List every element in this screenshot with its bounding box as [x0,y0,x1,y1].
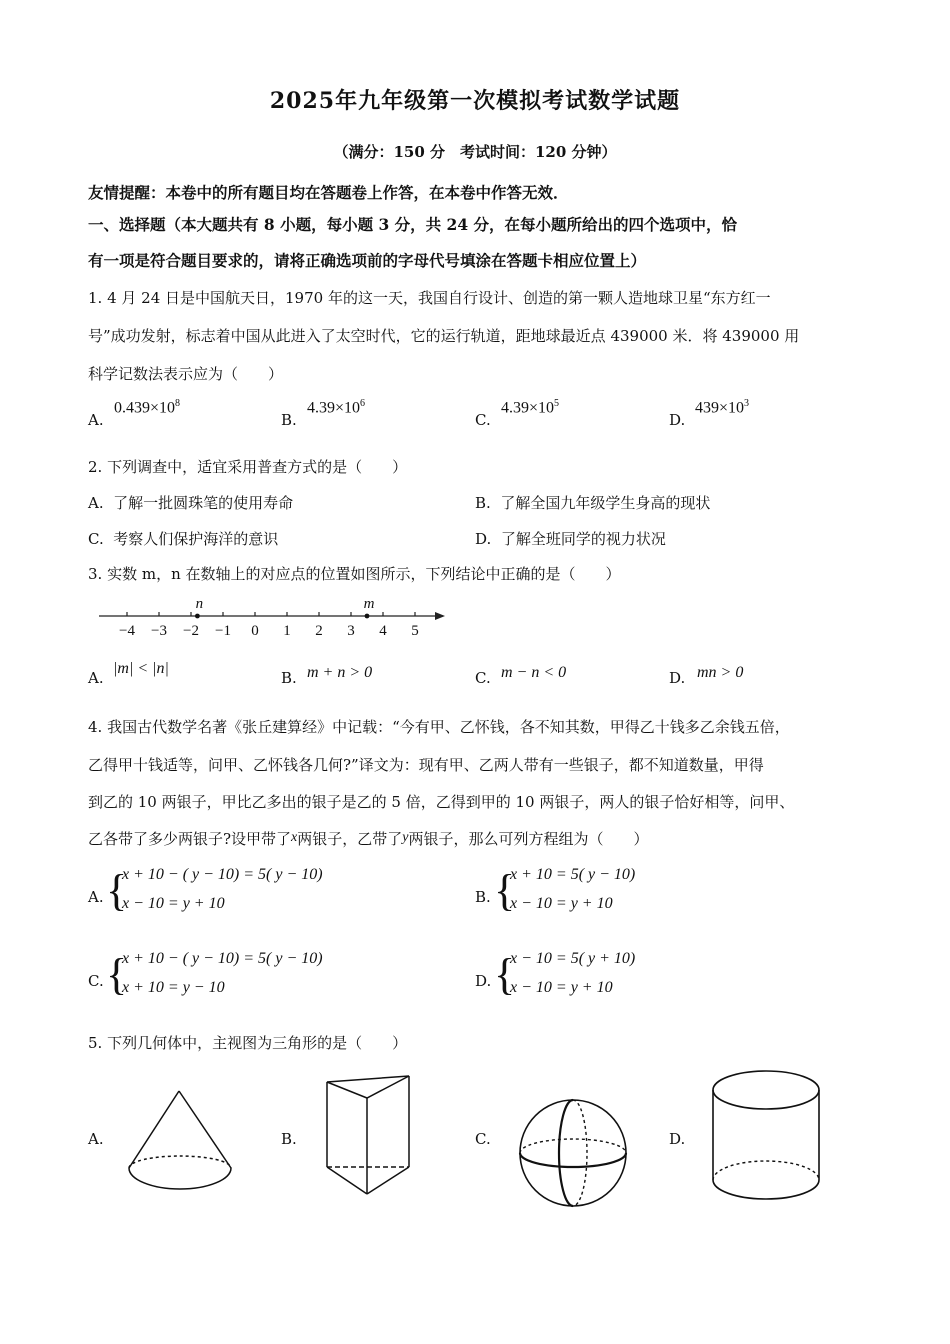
q1-stem-line2: 号”成功发射，标志着中国从此进入了太空时代，它的运行轨道，距地球最近点 439000 米．将 439000 用 [88,327,800,345]
q4-option-d-brace: { [494,950,516,999]
q3-option-c-value: m − n < 0 [501,664,567,681]
q4-option-d-label: D. [475,972,492,990]
number-line-tick-label: −3 [151,623,167,639]
q1-stem-line3: 科学记数法表示应为（ ） [88,365,284,383]
q3-option-d-label: D. [669,669,686,687]
q3-option-b-label: B. [281,669,297,687]
q5-option-c-label: C. [475,1130,491,1148]
number-line-tick-label: 1 [283,623,291,639]
number-line-tick-label: 5 [411,623,419,639]
number-line-tick-label: 3 [347,623,355,639]
q1-option-d-label: D. [669,411,686,429]
q1-stem-line1: 1. 4 月 24 日是中国航天日，1970 年的这一天，我国自行设计、创造的第一颗人造地球卫星“东方红一 [88,289,771,307]
q4-option-a-brace: { [106,866,128,915]
number-line-tick-label: 0 [251,623,259,639]
exam-info: （满分：150 分 考试时间：120 分钟） [333,143,617,161]
sphere-figure [517,1097,629,1209]
notice: 友情提醒：本卷中的所有题目均在答题卷上作答，在本卷中作答无效． [88,183,569,202]
q5-option-d-label: D. [669,1130,686,1148]
q1-option-c-value: $4.39\times 10^5$ [501,398,560,417]
number-line-tick-label: −1 [215,623,231,639]
number-line-point-label-m: m [363,596,375,612]
page-title: 2025年九年级第一次模拟考试数学试题 [269,88,681,114]
q3-option-d-value: mn > 0 [697,664,744,681]
q4-option-b-eq1: x + 10 = 5( y − 10) [510,866,636,883]
q4-option-d-eq2: x − 10 = y + 10 [510,979,613,996]
q2-option-b: B. 了解全国九年级学生身高的现状 [475,494,711,512]
q1-option-d-value: $439\times 10^3$ [695,398,750,417]
q1-option-a-value: $0.439\times 10^8$ [114,398,181,417]
q4-option-b-brace: { [494,866,516,915]
q5-option-a-label: A. [88,1130,104,1148]
q4-option-a-eq1: x + 10 − ( y − 10) = 5( y − 10) [122,866,323,883]
q4-option-a-eq2: x − 10 = y + 10 [122,895,225,912]
q4-option-c-label: C. [88,972,104,990]
q1-option-c-label: C. [475,411,491,429]
q2-option-d: D. 了解全班同学的视力状况 [475,530,666,548]
q1-option-b-value: $4.39\times 10^6$ [307,398,366,417]
q4-option-c-eq2: x + 10 = y − 10 [122,979,225,996]
q4-option-a-label: A. [88,888,104,906]
q3-option-a-value: |m| < |n| [113,660,169,677]
q2-option-c: C. 考察人们保护海洋的意识 [88,530,279,548]
var-x: x [291,830,298,845]
number-line-tick-label: −4 [119,623,135,639]
number-line-tick-label: 2 [315,623,323,639]
q4-option-b-label: B. [475,888,491,906]
q1-option-b-label: B. [281,411,297,429]
q3-option-a-label: A. [88,669,104,687]
q3-option-c-label: C. [475,669,491,687]
q4-stem-line4: 乙各带了多少两银子?设甲带了x两银子，乙带了y两银子，那么可列方程组为（ ） [88,830,649,848]
section-heading-line1: 一、选择题（本大题共有 8 小题，每小题 3 分，共 24 分，在每小题所给出的四个选项中，恰 [88,215,738,234]
q4-option-d-eq1: x − 10 = 5( y + 10) [510,950,636,967]
number-line-tick-label: 4 [379,623,387,639]
cone-figure [124,1088,236,1204]
number-line-point-label-n: n [195,596,204,612]
section-heading-line2: 有一项是符合题目要求的，请将正确选项前的字母代号填涂在答题卡相应位置上） [88,251,647,270]
var-y: y [402,830,409,845]
q5-stem: 5. 下列几何体中，主视图为三角形的是（ ） [88,1034,408,1052]
number-line-point-m [365,614,370,619]
q4-option-c-eq1: x + 10 − ( y − 10) = 5( y − 10) [122,950,323,967]
q4-stem-line1: 4. 我国古代数学名著《张丘建算经》中记载：“今有甲、乙怀钱，各不知其数，甲得乙十钱多乙余钱五倍， [88,718,790,736]
cylinder-figure [707,1068,825,1204]
number-line-tick-label: −2 [183,623,199,639]
number-line-point-n [195,614,200,619]
q2-stem: 2. 下列调查中，适宜采用普查方式的是（ ） [88,458,408,476]
q4-stem-line2: 乙得甲十钱适等，问甲、乙怀钱各几何?”译文为：现有甲、乙两人带有一些银子，都不知道数量，甲得 [88,756,764,774]
q4-stem-line3: 到乙的 10 两银子，甲比乙多出的银子是乙的 5 倍，乙得到甲的 10 两银子，两人的银子恰好相等，问甲、 [88,793,795,811]
q4-option-b-eq2: x − 10 = y + 10 [510,895,613,912]
q4-option-c-brace: { [106,950,128,999]
q2-option-a: A. 了解一批圆珠笔的使用寿命 [88,494,294,512]
triangular-prism-figure [323,1074,415,1198]
q3-option-b-value: m + n > 0 [307,664,373,681]
q5-option-b-label: B. [281,1130,297,1148]
q3-stem: 3. 实数 m，n 在数轴上的对应点的位置如图所示，下列结论中正确的是（ ） [88,565,621,583]
q1-option-a-label: A. [88,411,104,429]
number-line-arrow-icon [435,612,445,620]
number-line-figure [95,592,455,648]
